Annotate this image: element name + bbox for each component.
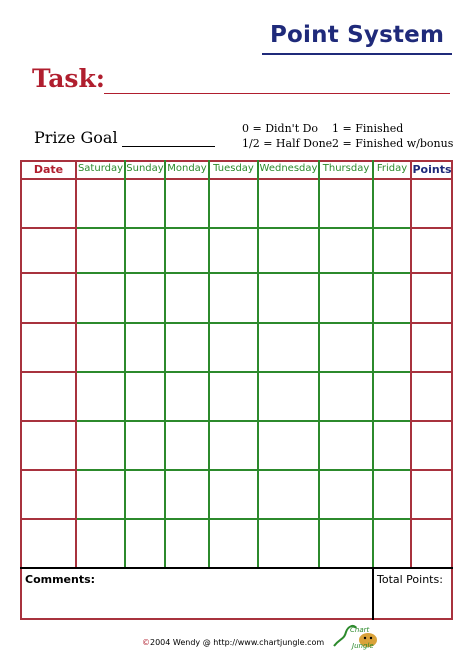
footer-text: 2004 Wendy @ http://www.chartjungle.com	[150, 638, 325, 647]
total-points-label: Total Points:	[377, 573, 443, 586]
column-divider	[208, 160, 210, 567]
column-divider	[257, 160, 259, 567]
header-saturday: Saturday	[77, 163, 124, 174]
header-monday: Monday	[167, 163, 207, 174]
key-half: 1/2 = Half Done	[242, 137, 333, 150]
prize-goal-label: Prize Goal	[34, 128, 118, 147]
column-divider	[75, 160, 77, 567]
svg-text:Jungle: Jungle	[352, 642, 374, 650]
column-divider	[124, 160, 126, 567]
row-divider-day-section	[77, 227, 410, 229]
header-date: Date	[33, 163, 64, 176]
row-divider-day-section	[77, 272, 410, 274]
header-thursday: Thursday	[322, 163, 370, 174]
row-divider-day-section	[77, 420, 410, 422]
comments-label: Comments:	[25, 573, 96, 586]
row-divider-day-section	[77, 371, 410, 373]
page-title: Point System	[270, 22, 445, 48]
column-divider	[372, 160, 374, 567]
chart-jungle-logo	[330, 620, 382, 650]
column-divider	[410, 160, 412, 567]
row-divider	[20, 567, 453, 569]
footer-credit	[142, 638, 324, 647]
prize-goal-line	[122, 146, 215, 147]
task-line	[104, 93, 450, 94]
column-divider	[164, 160, 166, 567]
comments-totals-divider	[372, 567, 374, 620]
key-zero: 0 = Didn't Do	[242, 122, 319, 135]
header-tuesday: Tuesday	[213, 163, 254, 174]
svg-text:Chart: Chart	[350, 626, 370, 634]
row-divider-day-section	[77, 469, 410, 471]
task-label: Task:	[32, 64, 106, 93]
header-friday: Friday	[376, 163, 408, 174]
column-divider	[318, 160, 320, 567]
key-two: 2 = Finished w/bonus	[332, 137, 454, 150]
point-grid	[20, 160, 453, 620]
row-divider-day-section	[77, 322, 410, 324]
copyright-symbol: ©	[142, 638, 150, 647]
row-divider-day-section	[77, 518, 410, 520]
header-divider	[20, 178, 453, 180]
header-sunday: Sunday	[126, 163, 164, 174]
header-wednesday: Wednesday	[259, 163, 318, 174]
header-points: Points	[412, 163, 452, 176]
title-underline	[262, 53, 452, 55]
key-one: 1 = Finished	[332, 122, 404, 135]
